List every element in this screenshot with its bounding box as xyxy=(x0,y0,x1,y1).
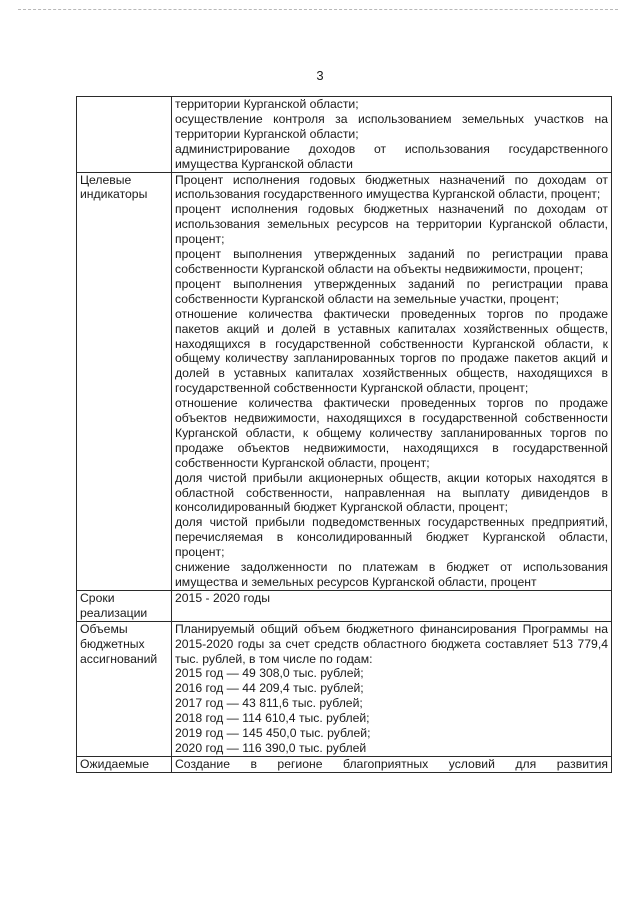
content-paragraph: процент выполнения утвержденных заданий по регистрации права собственности Курганской области на объекты недвижимости, процент; xyxy=(175,247,608,276)
scan-top-edge xyxy=(18,9,618,10)
content-paragraph: снижение задолженности по платежам в бюджет от использования имущества и земельных ресурсов Курганской области, процент xyxy=(175,560,608,589)
content-paragraph: администрирование доходов от использования государственного имущества Курганской области xyxy=(175,141,608,171)
page-number: 3 xyxy=(316,68,324,83)
table-row xyxy=(77,172,612,590)
row-label: Сроки реализации xyxy=(77,590,172,621)
table-row xyxy=(77,756,612,772)
row-content xyxy=(172,621,612,756)
row-label: Ожидаемые xyxy=(77,756,172,772)
content-paragraph: процент исполнения годовых бюджетных назначений по доходам от использования земельных ресурсов на территории Курганской области, процент; xyxy=(175,202,608,247)
content-paragraph: территории Курганской области; xyxy=(175,97,359,111)
passport-table xyxy=(76,96,612,773)
table-row xyxy=(77,97,612,173)
row-label: Объемы бюджетных ассигнований xyxy=(77,621,172,756)
content-paragraph: Процент исполнения годовых бюджетных назначений по доходам от использования государственного имущества Курганской области, процент; xyxy=(175,172,608,202)
row-label: Целевые индикаторы xyxy=(77,172,172,590)
content-paragraph: доля чистой прибыли акционерных обществ, акции которых находятся в областной собственности, направленная на выплату дивидендов в консолидированный бюджет Курганской области, процент; xyxy=(175,470,608,515)
content-paragraph: отношение количества фактически проведенных торгов по продаже пакетов акций и долей в уставных капиталах хозяйственных обществ, находящихся в государственной собственности Курганской области, к общему количеству запланированных торгов по продаже пакетов акций и долей в уставных капиталах хозяйственных обществ, находящихся в государственной собственности Курганской области, процент; xyxy=(175,306,608,396)
content-paragraph: 2020 год — 116 390,0 тыс. рублей xyxy=(175,740,367,755)
content-paragraph: 2016 год — 44 209,4 тыс. рублей; xyxy=(175,681,364,696)
table-row xyxy=(77,590,612,621)
table-body xyxy=(77,97,612,773)
content-paragraph: Планируемый общий объем бюджетного финансирования Программы на 2015-2020 годы за счет средств областного бюджета составляет 513 779,4 тыс. рублей, в том числе по годам: xyxy=(175,621,608,666)
row-content xyxy=(172,590,612,621)
content-paragraph: отношение количества фактически проведенных торгов по продаже объектов недвижимости, находящихся в государственной собственности Курганской области, к общему количеству запланированных торгов по продаже объектов недвижимости, находящихся в государственной собственности Курганской области, процент; xyxy=(175,396,608,470)
row-content xyxy=(172,97,612,173)
content-paragraph: доля чистой прибыли подведомственных государственных предприятий, перечисляемая в консолидированный бюджет Курганской области, процент; xyxy=(175,515,608,560)
content-paragraph: 2019 год — 145 450,0 тыс. рублей; xyxy=(175,726,371,741)
content-paragraph: 2017 год — 43 811,6 тыс. рублей; xyxy=(175,696,363,711)
row-content xyxy=(172,756,612,772)
content-paragraph: Создание в регионе благоприятных условий для развития xyxy=(175,756,608,771)
content-paragraph: 2015 - 2020 годы xyxy=(175,590,271,605)
content-paragraph: 2015 год — 49 308,0 тыс. рублей; xyxy=(175,666,364,681)
content-paragraph: осуществление контроля за использованием земельных участков на территории Курганской области; xyxy=(175,111,608,141)
content-paragraph: 2018 год — 114 610,4 тыс. рублей; xyxy=(175,711,370,726)
table-row xyxy=(77,621,612,756)
row-label xyxy=(77,97,172,173)
row-content xyxy=(172,172,612,590)
content-paragraph: процент выполнения утвержденных заданий по регистрации права собственности Курганской области на земельные участки, процент; xyxy=(175,276,608,306)
